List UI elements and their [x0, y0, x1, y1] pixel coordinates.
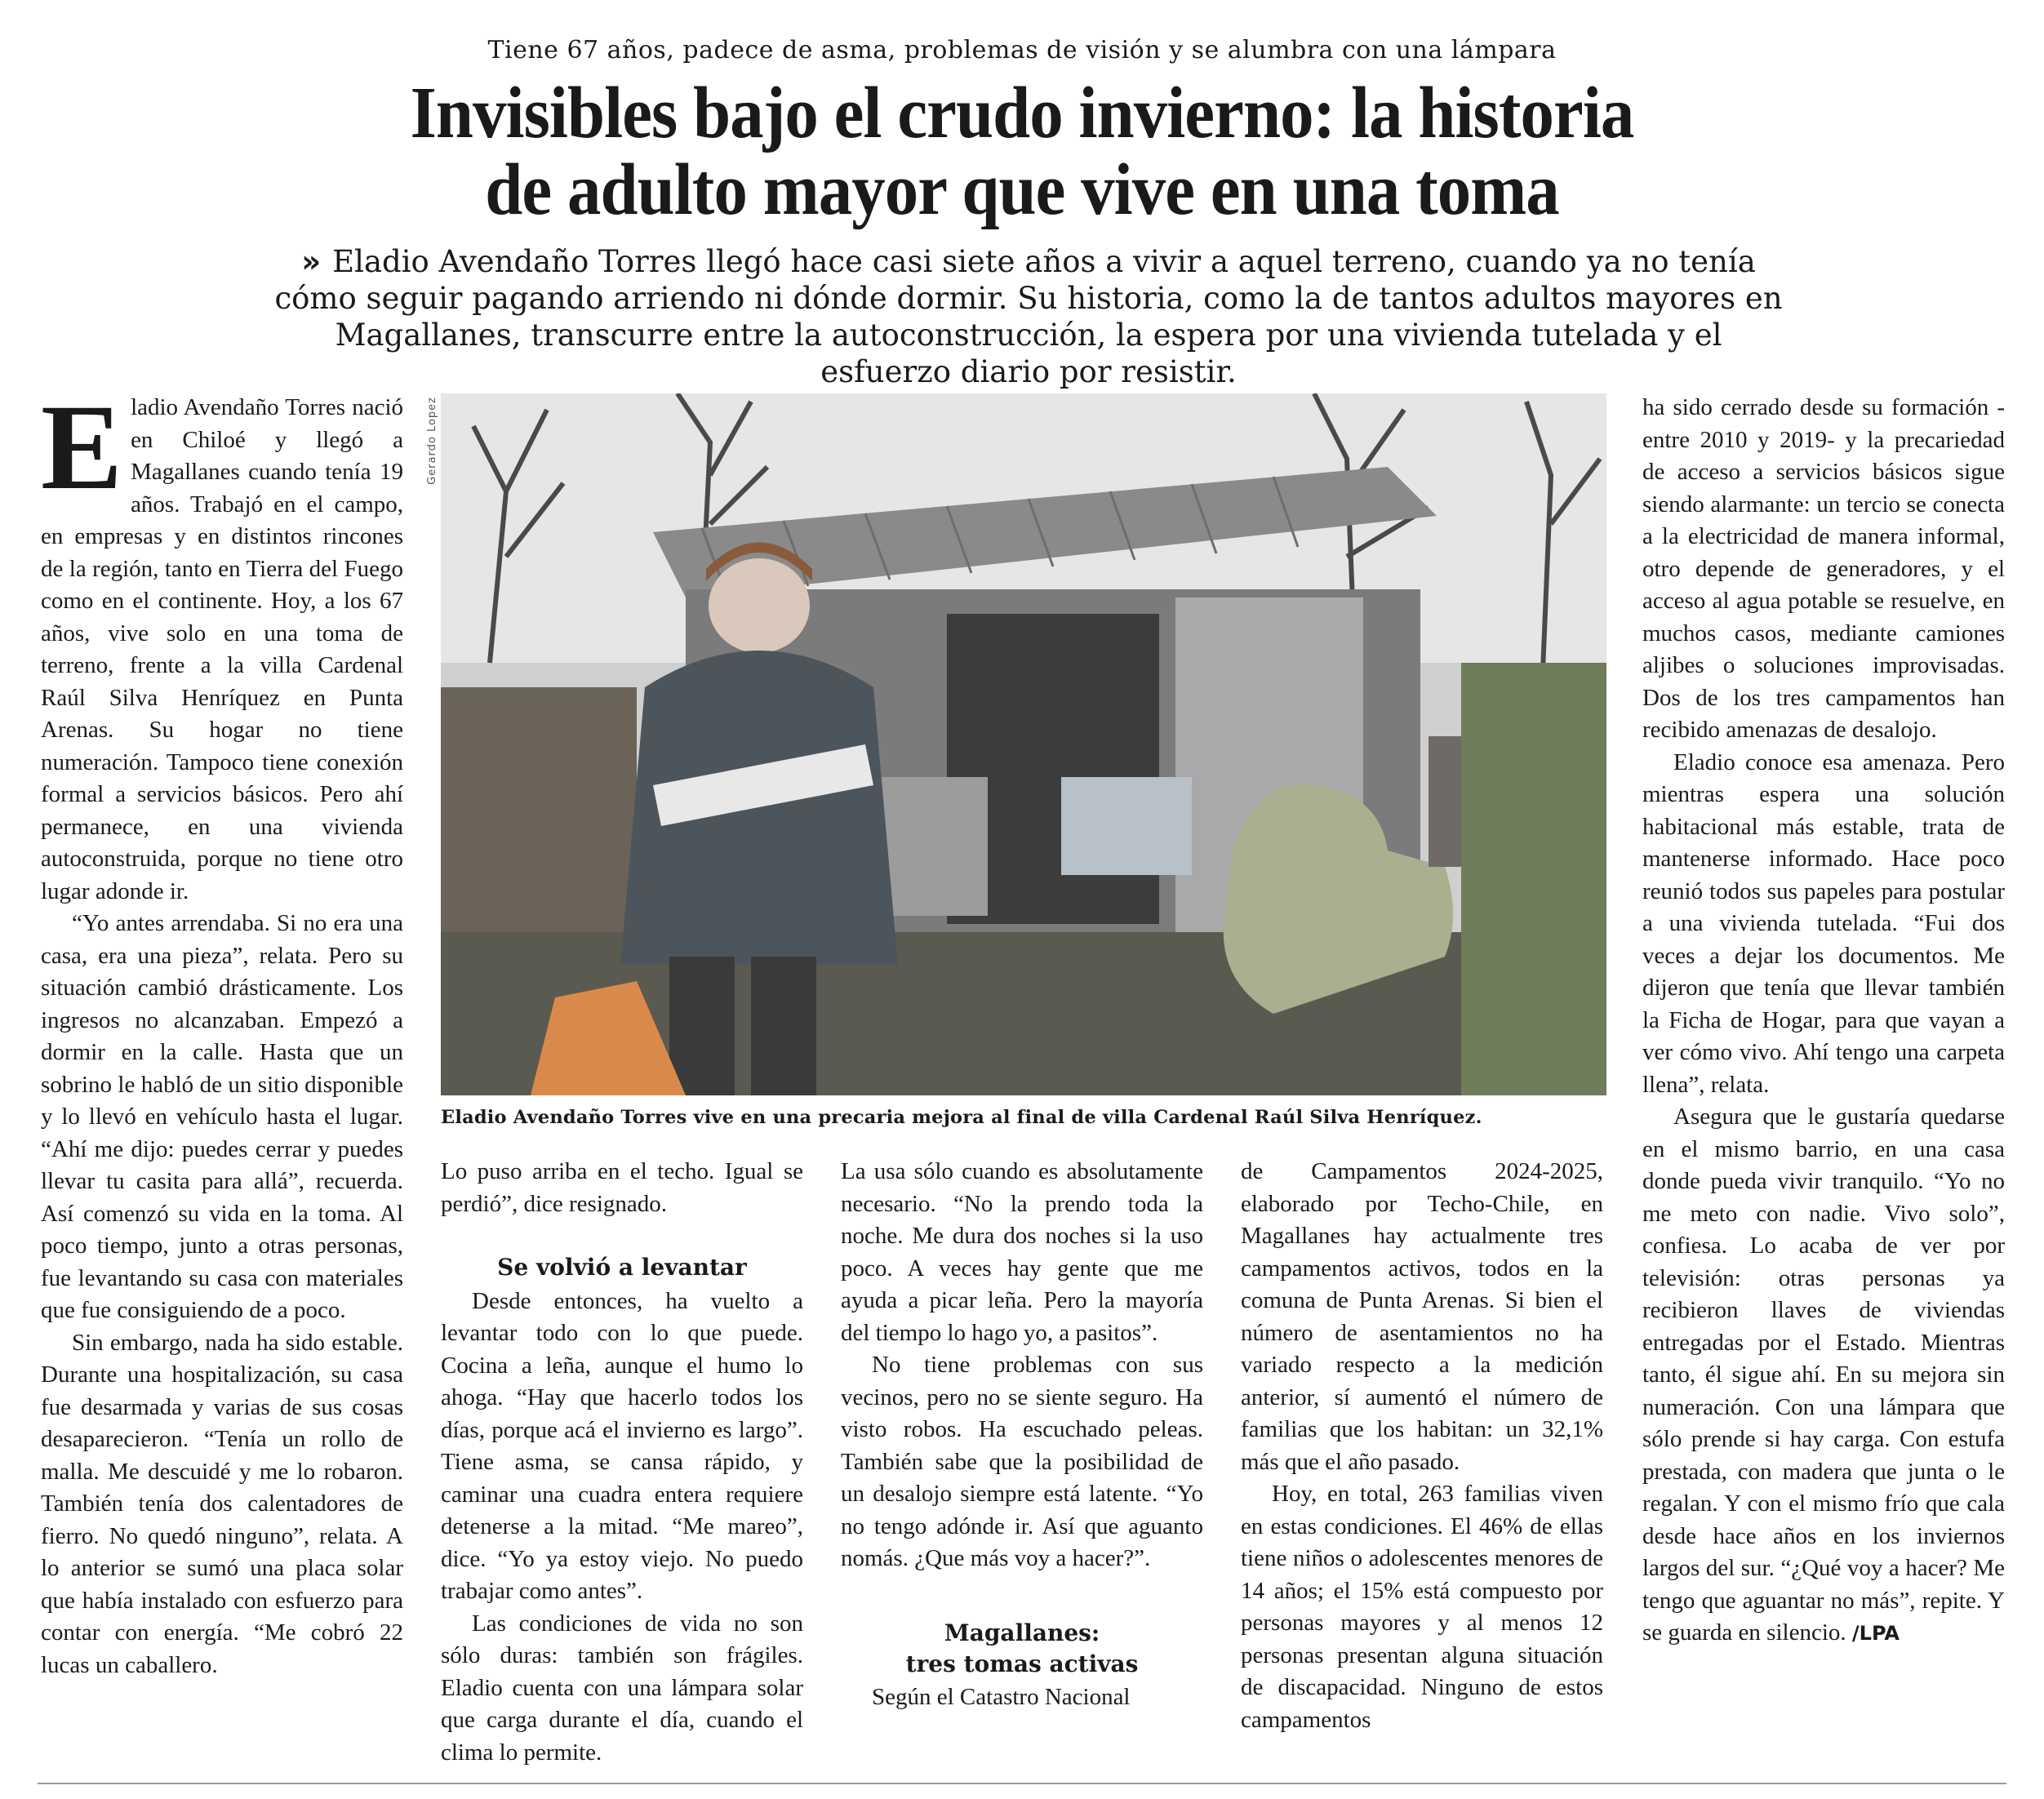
paragraph: ha sido cerrado desde su formación -entre 2010 y 2019- y la precariedad de acceso a servicios básicos sigue siendo alarmante: un tercio se conecta a la electricidad de manera informal, otro depende de generadores, y el acceso al agua potable se resuelve, en muchos casos, mediante camiones aljibes o soluciones improvisadas. Dos de los tres campamentos han recibido amenazas de desalojo. — [1642, 394, 2005, 743]
chevron-right-icon: » — [301, 244, 322, 279]
paragraph: Según el Catastro Nacional — [872, 1683, 1131, 1710]
headline-line-2: de adulto mayor que vive en una toma — [485, 149, 1559, 230]
drop-cap: E — [41, 380, 123, 515]
column-2 — [441, 1156, 803, 1769]
lede — [269, 243, 1788, 390]
paragraph: Hoy, en total, 263 familias viven en estas condiciones. El 46% de ellas tiene niños o adolescentes menores de 14 años; el 15% está compuesto por personas mayores y al menos 12 personas presentan alguna situación de discapacidad. Ninguno de estos campamentos — [1241, 1481, 1603, 1733]
paragraph: ladio Avendaño Torres nació en Chiloé y llegó a Magallanes cuando tenía 19 años. Trabajó en el campo, en empresas y en distintos rincones de la región, tanto en Tierra del Fuego como en el continente. Hoy, a los 67 años, vive solo en una toma de terreno, frente a la villa Cardenal Raúl Silva Henríquez en Punta Arenas. Su hogar no tiene numeración. Tampoco tiene conexión formal a servicios básicos. Pero ahí permanece, en una vivienda autoconstruida, porque no tiene otro lugar adonde ir. — [41, 394, 403, 904]
headline — [82, 75, 1962, 229]
photo-caption: Eladio Avendaño Torres vive en una precaria mejora al final de villa Cardenal Raúl Silva Henríquez. — [441, 1107, 1482, 1128]
column-5 — [1642, 392, 2005, 1650]
page-divider — [38, 1783, 2006, 1784]
paragraph-text: Asegura que le gustaría quedarse en el mismo barrio, en una casa donde pueda vivir tranquilo. “Yo no me meto con nadie. Vivo solo”, confiesa. Lo acaba de ver por televisión: otras personas ya recibieron llaves de viviendas entregadas por el Estado. Mientras tanto, él sigue ahí. En su mejora sin numeración. Con una lámpara que sólo prende si hay carga. Con estufa prestada, con madera que junta o le regalan. Y con el mismo frío que cala desde hace años en los inviernos largos del sur. “¿Qué voy a hacer? Me tengo que aguantar no más”, repite. Y se guarda en silencio. — [1642, 1104, 2005, 1646]
signoff: /LPA — [1851, 1622, 1900, 1645]
subheading-line: tres tomas activas — [905, 1650, 1139, 1677]
column-4 — [1241, 1156, 1603, 1736]
kicker: Tiene 67 años, padece de asma, problemas de visión y se alumbra con una lámpara — [487, 36, 1557, 64]
paragraph: Las condiciones de vida no son sólo duras: también son frágiles. Eladio cuenta con una lámpara solar que carga durante el día, cuando el clima lo permite. — [441, 1610, 803, 1766]
subheading: Se volvió a levantar — [497, 1254, 747, 1281]
paragraph: Eladio conoce esa amenaza. Pero mientras espera una solución habitacional más estable, trata de mantenerse informado. Hace poco reunió todos sus papeles para postular a una vivienda tutelada. “Fui dos veces a dejar los documentos. Me dijeron que tenía que llevar también la Ficha de Hogar, para que vayan a ver cómo vivo. Ahí tengo una carpeta llena”, relata. — [1642, 748, 2005, 1098]
paragraph: Desde entonces, ha vuelto a levantar todo con lo que puede. Cocina a leña, aunque el humo lo ahoga. “Hay que hacerlo todos los días, porque acá el invierno es largo”. Tiene asma, se cansa rápido, y caminar una cuadra entera requiere detenerse a la mitad. “Me mareo”, dice. “Yo ya estoy viejo. No puedo trabajar como antes”. — [441, 1287, 803, 1604]
paragraph: de Campamentos 2024-2025, elaborado por Techo-Chile, en Magallanes hay actualmente tres campamentos activos, todos en la comuna de Punta Arenas. Si bien el número de asentamientos no ha variado respecto a la medición anterior, sí aumentó el número de familias que los habitan: un 32,1% más que el año pasado. — [1241, 1158, 1603, 1475]
paragraph — [1642, 1101, 2005, 1650]
column-3 — [841, 1156, 1203, 1713]
photo-illustration — [441, 393, 1606, 1095]
headline-line-1: Invisibles bajo el crudo invierno: la historia — [410, 73, 1634, 153]
lede-text: Eladio Avendaño Torres llegó hace casi siete años a vivir a aquel terreno, cuando ya no tenía cómo seguir pagando arriendo ni dónde dormir. Su historia, como la de tantos adultos mayores en Magallanes, transcurre entre la autoconstrucción, la espera por una vivienda tutelada y el esfuerzo diario por resistir. — [274, 244, 1783, 389]
paragraph: Sin embargo, nada ha sido estable. Durante una hospitalización, su casa fue desarmada y varias de sus cosas desaparecieron. “Tenía un rollo de malla. Me descuidé y me lo robaron. También tenía dos calentadores de fierro. No quedó ninguno”, relata. A lo anterior se sumó una placa solar que había instalado con esfuerzo para contar con energía. “Me cobró 22 lucas un caballero. — [41, 1329, 403, 1678]
paragraph: Lo puso arriba en el techo. Igual se perdió”, dice resignado. — [441, 1158, 803, 1217]
subheading-line: Magallanes: — [944, 1619, 1100, 1646]
subheading — [841, 1618, 1203, 1680]
photo-credit: Gerardo Lopez — [426, 397, 438, 485]
column-1 — [41, 380, 403, 1681]
article-photo — [441, 393, 1606, 1095]
paragraph: “Yo antes arrendaba. Si no era una casa, era una pieza”, relata. Pero su situación cambió drásticamente. Los ingresos no alcanzaban. Empezó a dormir en la calle. Hasta que un sobrino le habló de un sitio disponible y lo llevó en vehículo hasta el lugar. “Ahí me dijo: puedes cerrar y puedes llevar tu casita para allá”, recuerda. Así comenzó su vida en la toma. Al poco tiempo, junto a otras personas, fue levantando su casa con materiales que fue consiguiendo de a poco. — [41, 910, 403, 1323]
paragraph: La usa sólo cuando es absolutamente necesario. “No la prendo toda la noche. Me dura dos noches si la uso poco. A veces hay gente que me ayuda a picar leña. Pero la mayoría del tiempo lo hago yo, a pasitos”. — [841, 1158, 1203, 1346]
paragraph: No tiene problemas con sus vecinos, pero no se siente seguro. Ha visto robos. Ha escuchado peleas. También sabe que la posibilidad de un desalojo siempre está latente. “Yo no tengo adónde ir. Así que aguanto nomás. ¿Que más voy a hacer?”. — [841, 1352, 1203, 1571]
